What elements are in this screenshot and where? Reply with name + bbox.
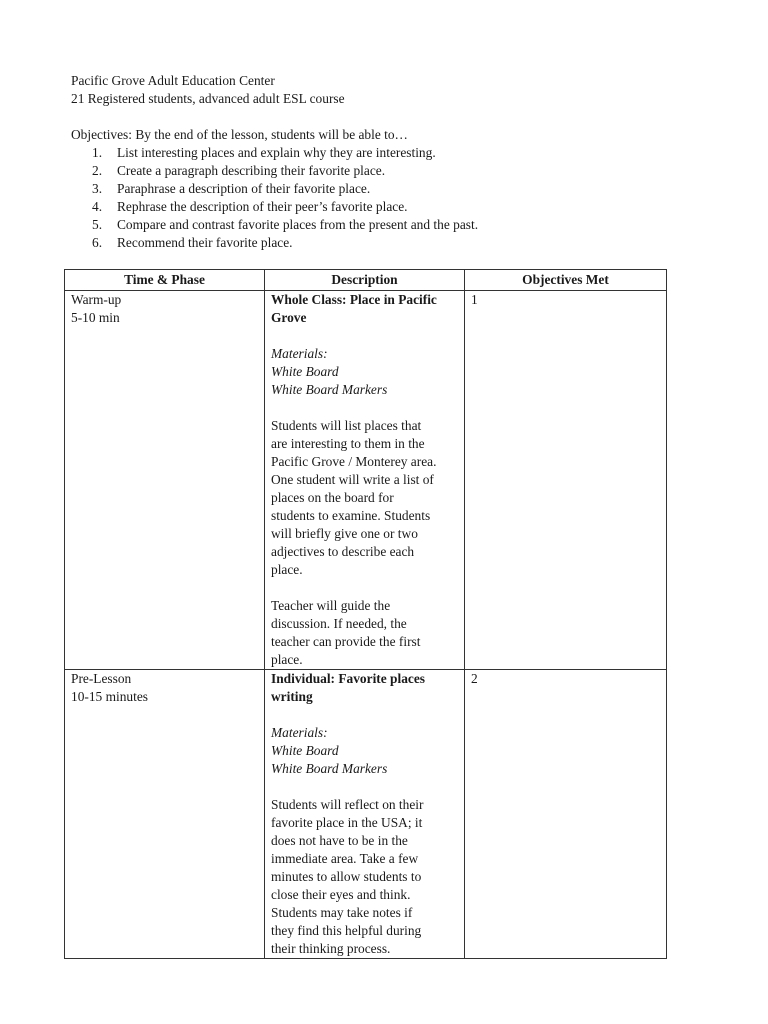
header-objectives-met: Objectives Met (465, 270, 667, 291)
gap (271, 399, 458, 417)
description-line: discussion. If needed, the (271, 616, 407, 631)
description-line: will briefly give one or two (271, 526, 418, 541)
objective-number: 1. (92, 145, 103, 160)
objective-item (71, 198, 671, 216)
activity-title: Individual: Favorite places (271, 671, 425, 686)
description-line: place. (271, 562, 303, 577)
material-item: White Board (271, 743, 339, 758)
objective-text: Rephrase the description of their peer’s favorite place. (117, 199, 408, 214)
phase-time: 5-10 min (71, 310, 120, 325)
gap (271, 579, 458, 597)
description-line: Teacher will guide the (271, 598, 391, 613)
description-line: Pacific Grove / Monterey area. (271, 454, 437, 469)
table-row (65, 670, 667, 959)
activity-title: writing (271, 689, 313, 704)
objective-text: Compare and contrast favorite places from the present and the past. (117, 217, 479, 232)
description-line: are interesting to them in the (271, 436, 425, 451)
objective-number: 5. (92, 217, 103, 232)
objectives-met-value: 2 (471, 671, 478, 686)
description-line: teacher can provide the first (271, 634, 421, 649)
objectives-list (71, 144, 671, 252)
description-line: their thinking process. (271, 941, 391, 956)
table-row (65, 291, 667, 670)
material-item: White Board Markers (271, 382, 388, 397)
description-line: does not have to be in the (271, 833, 408, 848)
objective-number: 2. (92, 163, 103, 178)
description-line: they find this helpful during (271, 923, 422, 938)
table-header-row (65, 270, 667, 291)
phase-time: 10-15 minutes (71, 689, 148, 704)
course-info: 21 Registered students, advanced adult ESL course (71, 91, 345, 106)
spacer (71, 108, 671, 126)
objective-text: Create a paragraph describing their favorite place. (117, 163, 386, 178)
description-line: Students will reflect on their (271, 797, 424, 812)
description-line: Students may take notes if (271, 905, 413, 920)
gap (271, 327, 458, 345)
description-line: minutes to allow students to (271, 869, 422, 884)
materials-label: Materials: (271, 725, 328, 740)
objective-number: 6. (92, 235, 103, 250)
document-page (71, 72, 671, 252)
material-item: White Board Markers (271, 761, 388, 776)
description-line: Students will list places that (271, 418, 422, 433)
description-line: favorite place in the USA; it (271, 815, 423, 830)
header-time-phase: Time & Phase (65, 270, 265, 291)
objectives-met-value: 1 (471, 292, 478, 307)
activity-title: Whole Class: Place in Pacific (271, 292, 437, 307)
activity-title: Grove (271, 310, 307, 325)
header-description: Description (265, 270, 465, 291)
description-line: immediate area. Take a few (271, 851, 419, 866)
material-item: White Board (271, 364, 339, 379)
objectives-intro: Objectives: By the end of the lesson, students will be able to… (71, 127, 408, 142)
materials-label: Materials: (271, 346, 328, 361)
center-name: Pacific Grove Adult Education Center (71, 73, 275, 88)
phase-name: Warm-up (71, 292, 122, 307)
objective-number: 4. (92, 199, 103, 214)
objectives-met-cell (465, 291, 667, 670)
lesson-plan-table (64, 269, 667, 959)
objective-item (71, 234, 671, 252)
description-line: students to examine. Students (271, 508, 431, 523)
phase-name: Pre-Lesson (71, 671, 132, 686)
description-line: adjectives to describe each (271, 544, 415, 559)
objective-number: 3. (92, 181, 103, 196)
objective-item (71, 144, 671, 162)
description-line: One student will write a list of (271, 472, 434, 487)
gap (271, 778, 458, 796)
time-phase-cell (65, 291, 265, 670)
description-line: place. (271, 652, 303, 667)
objectives-met-cell (465, 670, 667, 959)
objective-item (71, 180, 671, 198)
gap (271, 706, 458, 724)
description-cell (265, 291, 465, 670)
objective-text: Recommend their favorite place. (117, 235, 293, 250)
objective-item (71, 162, 671, 180)
description-line: places on the board for (271, 490, 394, 505)
objective-item (71, 216, 671, 234)
objective-text: Paraphrase a description of their favorite place. (117, 181, 371, 196)
time-phase-cell (65, 670, 265, 959)
description-cell (265, 670, 465, 959)
objective-text: List interesting places and explain why they are interesting. (117, 145, 436, 160)
description-line: close their eyes and think. (271, 887, 411, 902)
